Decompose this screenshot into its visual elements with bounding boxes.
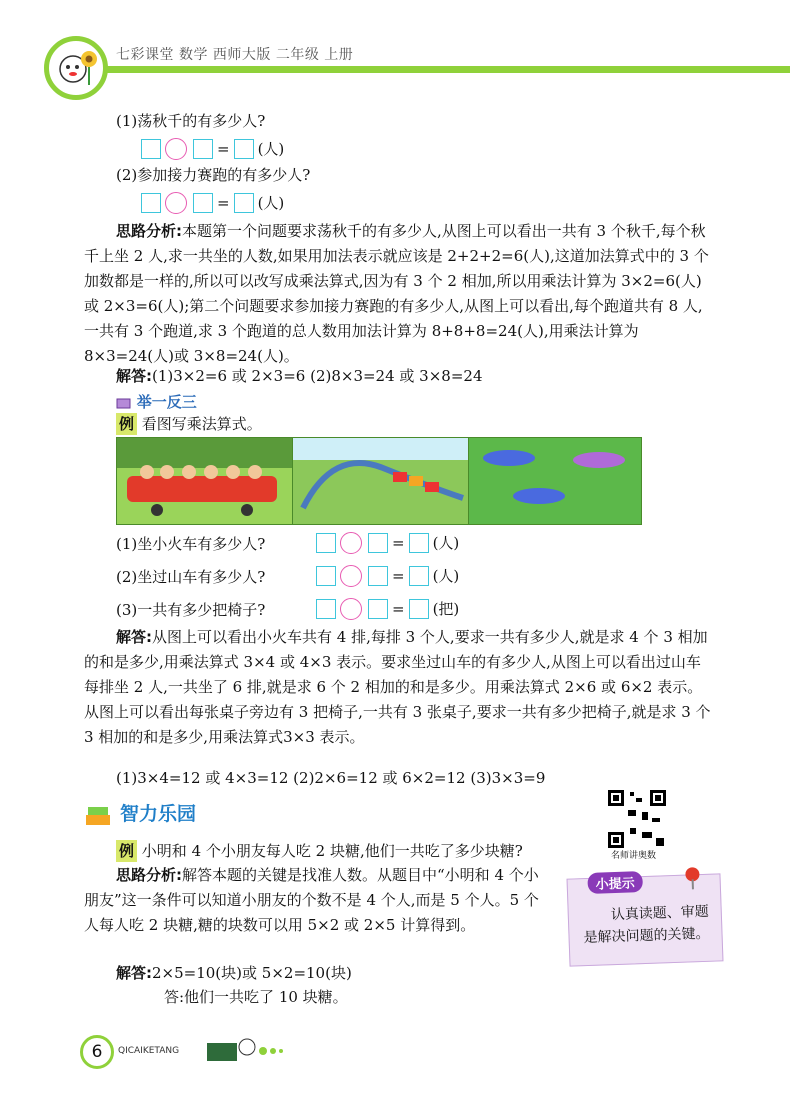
blank-box[interactable] bbox=[409, 533, 429, 553]
question-train: (1)坐小火车有多少人? bbox=[116, 535, 266, 553]
analysis-paragraph-2: 思路分析:解答本题的关键是找准人数。从题目中“小明和 4 个小朋友”这一条件可以知道小朋友的个数不是 4 个人,而是 5 个人。5 个人每人吃 2 块糖,糖的块数可以用 5×2 或 2×5 计算得到。 bbox=[84, 866, 539, 934]
section-juyifansan: 举一反三 bbox=[116, 391, 197, 413]
question-coaster: (2)坐过山车有多少人? bbox=[116, 568, 266, 586]
example-2: 例 小明和 4 个小朋友每人吃 2 块糖,他们一共吃了多少块糖? bbox=[116, 840, 523, 862]
blank-circle[interactable] bbox=[165, 192, 187, 214]
blank-circle[interactable] bbox=[340, 598, 362, 620]
example-1: 例 看图写乘法算式。 bbox=[116, 413, 262, 435]
header-bar bbox=[60, 66, 790, 73]
answer-template-coaster: = (人) bbox=[316, 564, 463, 587]
tables-scene bbox=[468, 437, 642, 525]
blank-circle[interactable] bbox=[165, 138, 187, 160]
blank-box[interactable] bbox=[141, 193, 161, 213]
tip-text: 认真读题、审题是解决问题的关键。 bbox=[583, 903, 710, 947]
section-zhililey: 智力乐园 bbox=[84, 800, 196, 828]
blank-box[interactable] bbox=[234, 139, 254, 159]
qr-code-icon bbox=[606, 788, 668, 850]
tables-illustration bbox=[469, 438, 641, 524]
header-mascot-circle bbox=[44, 36, 108, 100]
rollercoaster-illustration bbox=[293, 438, 469, 524]
blank-box[interactable] bbox=[141, 139, 161, 159]
header-title: 七彩课堂 数学 西师大版 二年级 上册 bbox=[116, 47, 354, 63]
answer-3-final: 答:他们一共吃了 10 块糖。 bbox=[164, 988, 348, 1006]
blank-box[interactable] bbox=[316, 566, 336, 586]
answer-1: 解答:(1)3×2=6 或 2×3=6 (2)8×3=24 或 3×8=24 bbox=[116, 367, 483, 385]
answer-3: 解答:2×5=10(块)或 5×2=10(块) bbox=[116, 964, 352, 982]
answer-paragraph-2: 解答:从图上可以看出小火车共有 4 排,每排 3 个人,要求一共有多少人,就是求 4 个 3 相加的和是多少,用乘法算式 3×4 或 4×3 表示。要求坐过山车的有多少人,从图上可以看出过山车每排坐 2 人,一共坐了 6 排,就是求 6 个 2 相加的和是多少。用乘法算式 2×6 或 6×2 表示。从图上可以看出每张桌子旁边有 3 把椅子,一共有 3 张桌子,要求一共有多少把椅子,就是求 3 个 3 相加的和是多少,用乘法算式3×3 表示。 bbox=[84, 628, 711, 746]
blank-box[interactable] bbox=[316, 533, 336, 553]
pushpin-icon bbox=[679, 865, 706, 896]
blank-box[interactable] bbox=[409, 566, 429, 586]
answer-template-2: = (人) bbox=[141, 191, 288, 214]
blank-circle[interactable] bbox=[340, 565, 362, 587]
answer-template-train: = (人) bbox=[316, 531, 463, 554]
blank-box[interactable] bbox=[368, 533, 388, 553]
tip-box bbox=[567, 873, 724, 966]
answer-2-result: (1)3×4=12 或 4×3=12 (2)2×6=12 或 6×2=12 (3)3×3=9 bbox=[116, 769, 546, 787]
rollercoaster-scene bbox=[292, 437, 470, 525]
blank-box[interactable] bbox=[316, 599, 336, 619]
blank-box[interactable] bbox=[368, 566, 388, 586]
blank-box[interactable] bbox=[193, 193, 213, 213]
footer-mascot-icon bbox=[205, 1033, 285, 1067]
eraser-icon bbox=[116, 396, 132, 410]
blank-circle[interactable] bbox=[340, 532, 362, 554]
train-illustration bbox=[117, 438, 293, 524]
footer-brand: QICAIKETANG bbox=[118, 1046, 180, 1056]
analysis-paragraph-1: 思路分析:本题第一个问题要求荡秋千的有多少人,从图上可以看出一共有 3 个秋千,每个秋千上坐 2 人,求一共坐的人数,如果用加法表示就应该是 2+2+2=6(人),这道加法算式中的 3 个加数都是一样的,所以可以改写成乘法算式,因为有 3 个 2 相加,所以用乘法计算为 3×2=6(人)或 2×3=6(人);第二个问题要求参加接力赛跑的有多少人,从图上可以看出,每个跑道共有 8 人,一共有 3 个跑道,求 3 个跑道的总人数用加法计算为 8+8+8=24(人),用乘法计算为 8×3=24(人)或 3×8=24(人)。 bbox=[84, 222, 709, 365]
blank-box[interactable] bbox=[409, 599, 429, 619]
qr-caption: 名师讲奥数 bbox=[611, 851, 657, 861]
blank-box[interactable] bbox=[193, 139, 213, 159]
mascot-icon bbox=[49, 41, 103, 95]
blank-box[interactable] bbox=[368, 599, 388, 619]
answer-template-chairs: = (把) bbox=[316, 597, 463, 620]
blank-box[interactable] bbox=[234, 193, 254, 213]
page-number: 6 bbox=[80, 1035, 114, 1069]
train-scene bbox=[116, 437, 294, 525]
answer-template-1: = (人) bbox=[141, 137, 288, 160]
books-icon bbox=[84, 803, 114, 827]
question-1: (1)荡秋千的有多少人? bbox=[116, 112, 266, 130]
qr-code[interactable] bbox=[606, 788, 668, 850]
question-chairs: (3)一共有多少把椅子? bbox=[116, 601, 266, 619]
question-2: (2)参加接力赛跑的有多少人? bbox=[116, 166, 311, 184]
tip-title: 小提示 bbox=[587, 871, 643, 894]
